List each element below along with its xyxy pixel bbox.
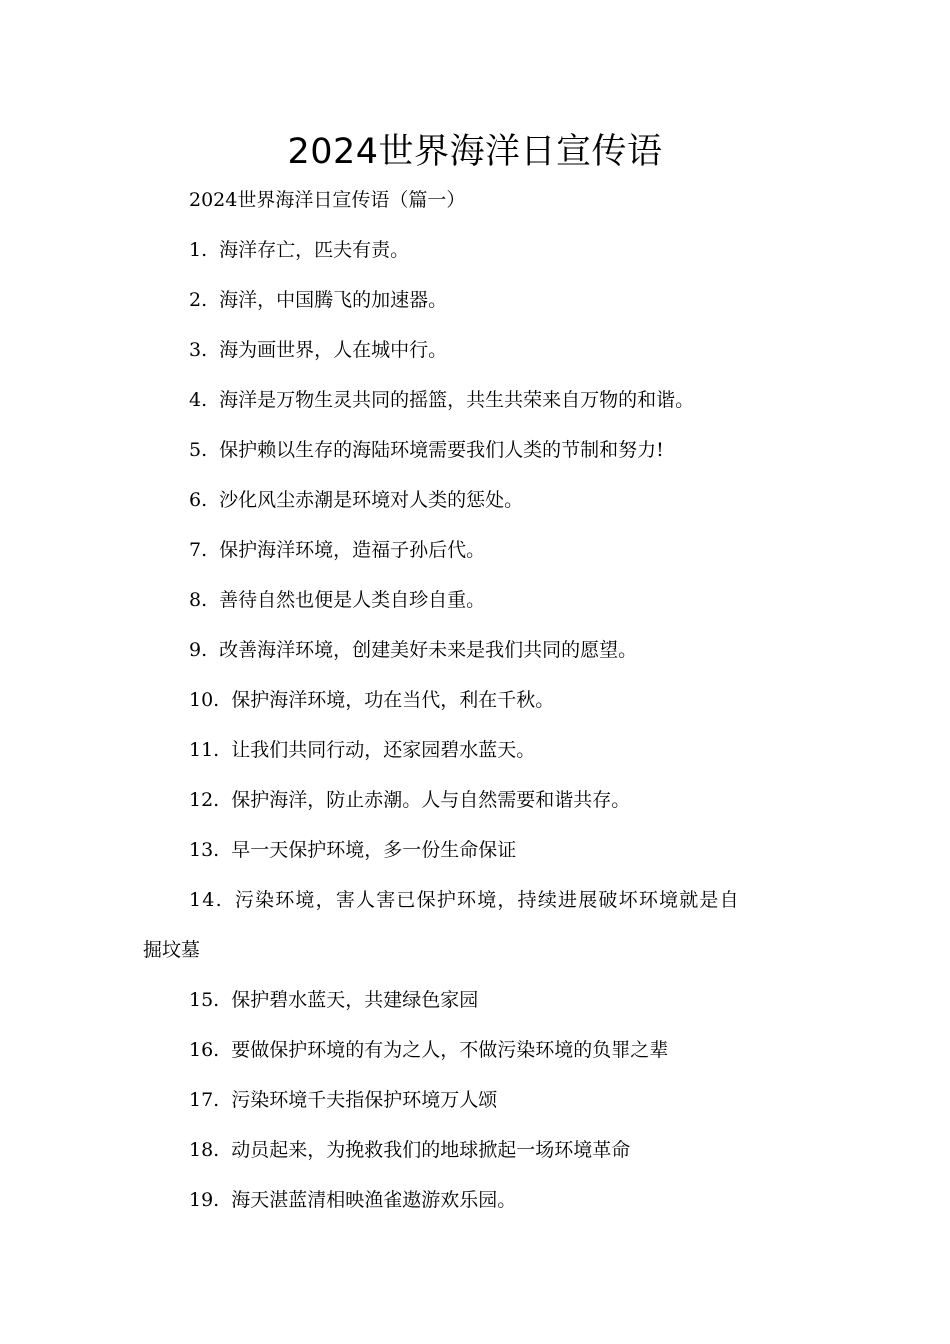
item-text: 沙化风尘赤潮是环境对人类的惩处。 [219,489,524,511]
item-text: 海天湛蓝清相映渔雀遨游欢乐园。 [231,1189,517,1211]
item-text: 保护海洋环境，造福子孙后代。 [219,539,486,561]
list-item [0,1085,950,1135]
item-text: 海洋存亡，匹夫有责。 [219,239,410,261]
item-text: 保护海洋环境，功在当代，利在千秋。 [231,689,555,711]
list-item [0,335,950,385]
item-number: 5. [189,439,208,461]
item-number: 10. [189,689,220,711]
list-item [0,785,950,835]
item-number: 7. [189,539,208,561]
item-text: 污染环境千夫指保护环境万人颂 [231,1089,498,1111]
item-text-continuation: 掘坟墓 [143,939,201,961]
item-number: 4. [189,389,208,411]
item-number: 19. [189,1189,220,1211]
item-text: 保护碧水蓝天，共建绿色家园 [231,989,479,1011]
list-item [0,735,950,785]
item-number: 1. [189,239,208,261]
item-text: 早一天保护环境，多一份生命保证 [231,839,517,861]
item-text: 动员起来，为挽救我们的地球掀起一场环境革命 [231,1139,631,1161]
item-number: 13. [189,839,220,861]
item-number: 14. [189,889,223,911]
item-text: 海洋是万物生灵共同的摇篮，共生共荣来自万物的和谐。 [219,389,695,411]
list-item [0,285,950,335]
item-number: 8. [189,589,208,611]
item-number: 2. [189,289,208,311]
item-text: 海为画世界，人在城中行。 [219,339,448,361]
list-item [0,235,950,285]
document-title: 2024世界海洋日宣传语 [287,132,663,172]
item-text: 保护赖以生存的海陆环境需要我们人类的节制和努力! [219,439,664,461]
item-text: 保护海洋，防止赤潮。人与自然需要和谐共存。 [231,789,631,811]
list-item [0,1185,950,1235]
item-text: 海洋，中国腾飞的加速器。 [219,289,448,311]
slogan-list [0,235,950,1235]
item-number: 15. [189,989,220,1011]
list-item [0,535,950,585]
list-item [0,835,950,885]
list-item [0,635,950,685]
list-item [0,1035,950,1085]
list-item [0,585,950,635]
item-text: 要做保护环境的有为之人，不做污染环境的负罪之辈 [231,1039,669,1061]
item-text: 让我们共同行动，还家园碧水蓝天。 [231,739,536,761]
item-number: 17. [189,1089,220,1111]
section-heading: 2024世界海洋日宣传语（篇一） [189,189,466,211]
item-text: 污染环境，害人害已保护环境，持续进展破坏环境就是自 [234,889,740,911]
list-item [0,685,950,735]
item-text: 改善海洋环境，创建美好未来是我们共同的愿望。 [219,639,638,661]
item-number: 11. [189,739,220,761]
item-number: 6. [189,489,208,511]
list-item [0,1135,950,1185]
item-number: 9. [189,639,208,661]
list-item [0,985,950,1035]
item-number: 18. [189,1139,220,1161]
item-text-first-line [189,885,809,915]
list-item [0,385,950,435]
item-text: 善待自然也便是人类自珍自重。 [219,589,486,611]
list-item [0,435,950,485]
list-item [0,885,950,985]
item-number: 12. [189,789,220,811]
item-number: 16. [189,1039,220,1061]
item-number: 3. [189,339,208,361]
list-item [0,485,950,535]
